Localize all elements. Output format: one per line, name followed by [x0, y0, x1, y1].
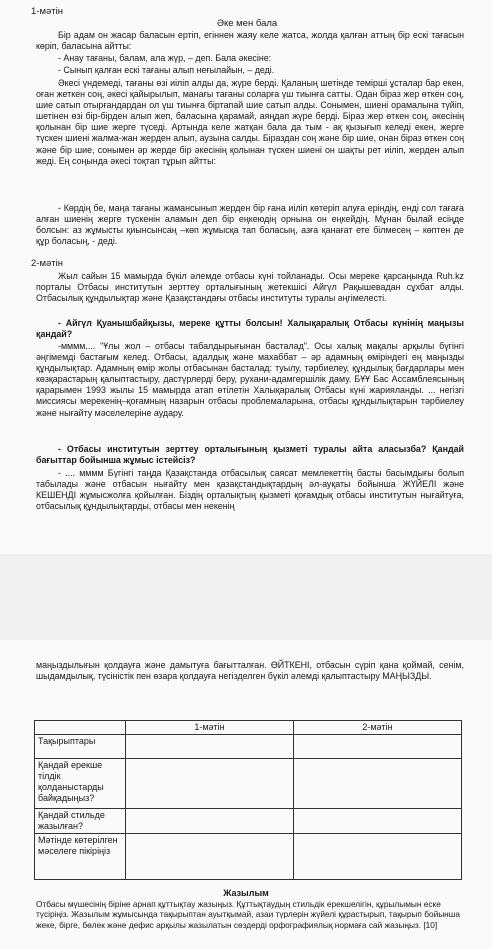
table-header-cell: 1-мәтін	[126, 721, 294, 735]
table-row-label: Мәтінде көтерілген мәселеге пікіріңіз	[35, 834, 126, 880]
text1-paragraph: Әкесі үндемеді, тағаны өзі иіліп алды да, жүре берді. Қаланың шетінде темірші ұсталар бар екен, оған жеткен соң, әкесі қайырылып, манағы тағаны соларға үш тиынға сатты. Одан біраз жер өткен соң, шие сатып отырғандардан ол үш тиынға біртапай шие сатып алды. Сонымен, шиені орамалына түйіп, шетінен өзі бір-бірден алып жеп, баласына қарамай, аяңдап жүре берді. Біраз жер өткен соң, әкесінің қолынан бір шие жерге түседі. Артында келе жатқан бала да тым - ақ қызығып келеді екен, жерге түскен шиені жалма-жан жерден алып, аузына салды. Біраздан соң және бір шие, онан біраз өткен соң және бір шие, сонымен әр жерде бір әкесінің қолынан түскен шиені он шақты рет иіліп, жерден алып жеді. Ең соңында әкесі тоқтап тұрып айтты:	[36, 78, 464, 166]
text2-paragraph: -мммм.... "Ұлы жол – отбасы табалдырығынан басталад". Осы халық мақалы арқылы бүгінгі әңгімемді бастағым келед. Отбасы, адалдық және махаббат – әр адамның өміріндегі ең маңызды құндылықтар. Адамның өмір жолы отбасынан басталад: туылу, тәрбиелеу, құндылық бағдарлары мен көзқарастарың қалыптастыру, дастүрлерді беру, рухани-адамгершілік даму. БҰҰ Бас Ассамблеясының қарарымен 1993 жылы 15 мамырда атап өтілетін Халықаралық Отбасы күні жарияланды. ... негізгі миссиясы мерекенің–қоғамның назарын отбасы проблемаларына, отбасы құндылықтарын тәрбиелеу және нығайту мәселелеріне аудару.	[36, 341, 464, 418]
comparison-table	[34, 720, 462, 880]
table-header-cell	[35, 721, 126, 735]
table-row	[35, 759, 462, 809]
table-answer-cell[interactable]	[294, 834, 462, 880]
table-row	[35, 735, 462, 759]
table-header-cell: 2-мәтін	[294, 721, 462, 735]
table-answer-cell[interactable]	[126, 809, 294, 834]
table-answer-cell[interactable]	[126, 735, 294, 759]
table-answer-cell[interactable]	[126, 834, 294, 880]
text2-question: - Айгүл Қуанышбайқызы, мереке құтты болсын! Халықаралық Отбасы күнінің маңызы қандай?	[36, 318, 464, 340]
table-answer-cell[interactable]	[294, 735, 462, 759]
table-answer-cell[interactable]	[294, 809, 462, 834]
text2-paragraph-continued: маңыздылығын қолдауға және дамытуға бағытталған. ӨЙТКЕНІ, отбасын сүріп қана қоймай, сенім, шыдамдылық, түсіністік пен өзара қолдауға негізделген бүкіл әлемді қалыптастыру МАҢЫЗДЫ.	[36, 660, 464, 682]
text2-paragraph: - .... мммм Бүгінгі таңда Қазақстанда отбасылық саясат мемлекеттің басты басымдығы болып табылады және отбасын нығайту мен қазақстандықтардың әл-ауқаты бойынша ЖҮЙЕЛІ және КЕШЕНДІ жұмысжолға қойылған. Біздің орталықтың қызметі қоғамдық отбасы институтын нығайтуға, отбасылық құндылықтарды, отбасы мен некенің	[36, 468, 464, 512]
table-row-label: Қандай ерекше тілдік қолданыстарды байқадыңыз?	[35, 759, 126, 809]
writing-task: Отбасы мүшесінің біріне арнап құттықтау жазыңыз. Құттықтаудың стильдік ерекшелігін, құрылымын еске түсіріңіз. Жазылым жұмысында тақырыптан ауытқымай, азаи түрлерін жүйелі құрастырып, тақырып бойынша жеке, бірге, бөлек және дефис арқылы жазылатын сөздерді орфографиялық нормаға сай жазыңыз. [10]	[36, 899, 461, 930]
table-answer-cell[interactable]	[126, 759, 294, 809]
table-header-row	[35, 721, 462, 735]
text1-paragraph: - Көрдің бе, маңа тағаны жамансынып жерден бір ғана иіліп көтеріп алуға еріндің, енді сол тағаға алған шиенің жерге түскенін аламын деп бір еңкеюдің орнына он еңкейдің. Мұнан былай есіңде болсын: аз жұмысты қиынсынсаң –көп жұмысқа тап боласың, азға қанағат ете білмесең – көптен де құр боласың, - деді.	[36, 203, 464, 247]
table-row-label: Қандай стильде жазылған?	[35, 809, 126, 834]
table-row	[35, 809, 462, 834]
table-row	[35, 834, 462, 880]
text2-label: 2-мәтін	[31, 258, 63, 269]
text1-paragraph: - Анау тағаны, балам, ала жүр, – деп. Бала әкесіне:	[58, 53, 272, 63]
writing-title: Жазылым	[223, 888, 269, 898]
table-row-label: Тақырыптары	[35, 735, 126, 759]
table-answer-cell[interactable]	[294, 759, 462, 809]
text1-title: Әке мен бала	[216, 18, 278, 29]
text1-label: 1-мәтін	[31, 6, 63, 17]
text1-paragraph: Бір адам он жасар баласын ертіп, егіннен жаяу келе жатса, жолда қалған аттың бір ескі тағасын көріп, баласына айтты:	[36, 30, 464, 52]
text2-paragraph: Жыл сайын 15 мамырда бүкіл әлемде отбасы күні тойланады. Осы мереке қарсаңында Ruh.kz порталы Отбасы институтын зерттеу орталығының жетекшісі Айгүл Рақышевадан сұхбат алды. Отбасылық құндылықтар және Қазақстандағы отбасы институты туралы әңгімелесті.	[36, 271, 464, 304]
text1-paragraph: - Сынып қалған ескі тағаны алып неғылайын, – деді.	[58, 65, 275, 75]
text2-question: - Отбасы институтын зерттеу орталығының қызметі туралы айта аласызба? Қандай бағыттар бойынша жұмыс істейсіз?	[36, 444, 464, 466]
page-gap	[0, 554, 492, 640]
